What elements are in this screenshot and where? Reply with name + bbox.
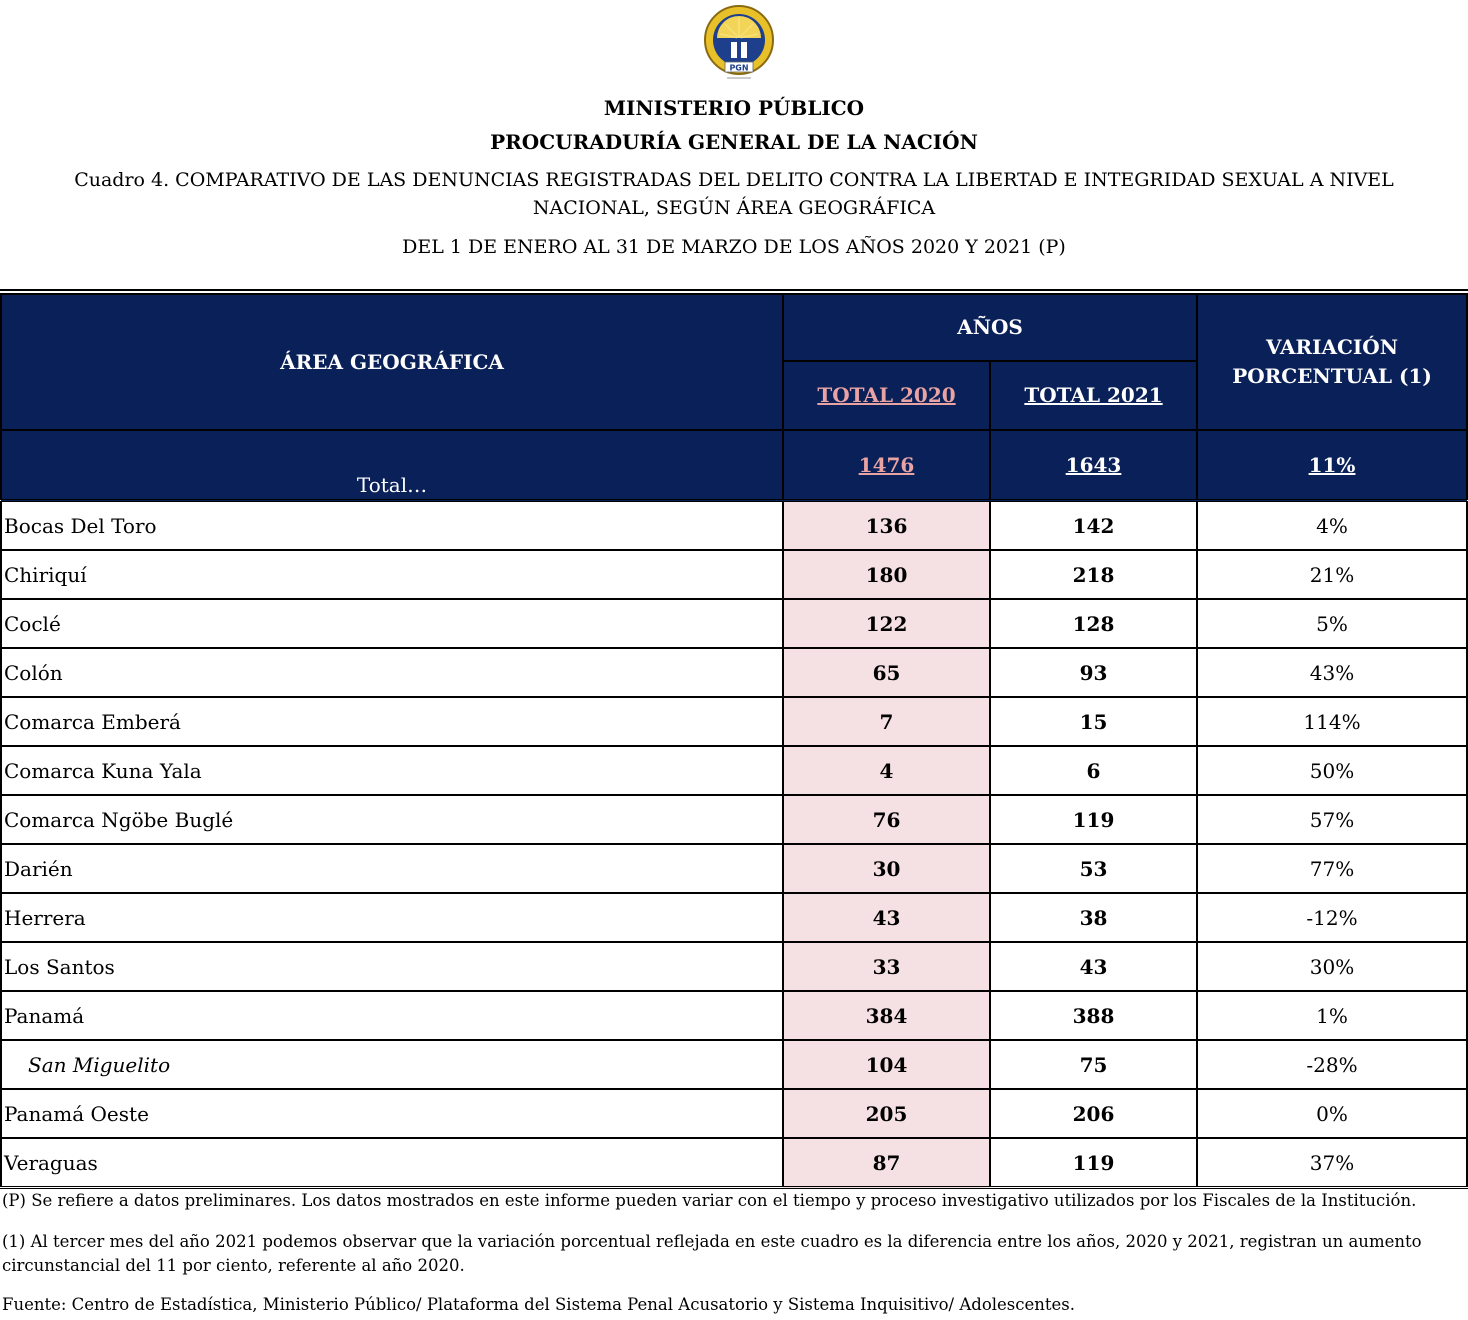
header-area: ÁREA GEOGRÁFICA — [1, 294, 783, 430]
total-2021-cell: 43 — [990, 942, 1197, 991]
variation-cell: 21% — [1197, 550, 1467, 599]
header-total-2021: TOTAL 2021 — [990, 361, 1197, 430]
variation-cell: 43% — [1197, 648, 1467, 697]
table-title: Cuadro 4. COMPARATIVO DE LAS DENUNCIAS REGISTRADAS DEL DELITO CONTRA LA LIBERTAD E INTEGRIDAD SEXUAL A NIVEL NACIONAL, SEGÚN ÁREA GEOGRÁFICA — [74, 169, 1394, 219]
total-2021-cell: 38 — [990, 893, 1197, 942]
variation-cell: 57% — [1197, 795, 1467, 844]
variation-cell: 50% — [1197, 746, 1467, 795]
total-2020-cell: 104 — [783, 1040, 990, 1089]
total-2020-cell: 7 — [783, 697, 990, 746]
total-2020-cell: 33 — [783, 942, 990, 991]
total-2021-cell: 119 — [990, 1138, 1197, 1188]
total-2021-cell: 206 — [990, 1089, 1197, 1138]
area-cell: Comarca Kuna Yala — [1, 746, 783, 795]
total-2021-cell: 75 — [990, 1040, 1197, 1089]
table-row — [1, 844, 1467, 893]
total-label: Total… — [1, 430, 783, 501]
total-2020-cell: 180 — [783, 550, 990, 599]
variation-cell: 0% — [1197, 1089, 1467, 1138]
table-row — [1, 550, 1467, 599]
table-row — [1, 648, 1467, 697]
area-cell: Comarca Emberá — [1, 697, 783, 746]
area-cell: Colón — [1, 648, 783, 697]
total-2020-cell: 87 — [783, 1138, 990, 1188]
area-cell: Coclé — [1, 599, 783, 648]
area-cell: Chiriquí — [1, 550, 783, 599]
total-2021-cell: 93 — [990, 648, 1197, 697]
note-variation: (1) Al tercer mes del año 2021 podemos observar que la variación porcentual reflejada en este cuadro es la diferencia entre los años, 2020 y 2021, registran un aumento circunstancial del 11 por ciento, referente al año 2020. — [2, 1232, 1422, 1275]
total-2021-cell: 6 — [990, 746, 1197, 795]
total-2020-cell: 136 — [783, 501, 990, 551]
variation-cell: 77% — [1197, 844, 1467, 893]
pgn-seal-logo — [700, 4, 778, 84]
area-cell: Veraguas — [1, 1138, 783, 1188]
total-2020-cell: 65 — [783, 648, 990, 697]
total-2020-cell: 30 — [783, 844, 990, 893]
table-row — [1, 746, 1467, 795]
total-2021-cell: 388 — [990, 991, 1197, 1040]
total-2021-cell: 15 — [990, 697, 1197, 746]
total-2021-cell: 119 — [990, 795, 1197, 844]
total-2020-cell: 384 — [783, 991, 990, 1040]
ministry-title: MINISTERIO PÚBLICO — [603, 96, 865, 120]
variation-cell: 30% — [1197, 942, 1467, 991]
total-2020-cell: 4 — [783, 746, 990, 795]
area-cell: Comarca Ngöbe Buglé — [1, 795, 783, 844]
table-row — [1, 501, 1467, 551]
header-variation: VARIACIÓN PORCENTUAL (1) — [1197, 294, 1467, 430]
table-row — [1, 1040, 1467, 1089]
area-cell: Los Santos — [1, 942, 783, 991]
svg-text:PGN: PGN — [729, 63, 749, 73]
complaints-table — [0, 293, 1468, 1189]
table-row — [1, 697, 1467, 746]
total-2020-cell: 122 — [783, 599, 990, 648]
area-cell: Bocas Del Toro — [1, 501, 783, 551]
total-2020-cell: 205 — [783, 1089, 990, 1138]
total-2021-cell: 142 — [990, 501, 1197, 551]
header-years: AÑOS — [783, 294, 1197, 361]
variation-cell: 5% — [1197, 599, 1467, 648]
variation-cell: -12% — [1197, 893, 1467, 942]
table-row — [1, 893, 1467, 942]
variation-cell: 37% — [1197, 1138, 1467, 1188]
area-cell: Herrera — [1, 893, 783, 942]
table-row — [1, 991, 1467, 1040]
total-2021-cell: 128 — [990, 599, 1197, 648]
header-total-2020: TOTAL 2020 — [783, 361, 990, 430]
total-2021: 1643 — [990, 430, 1197, 501]
total-variation: 11% — [1197, 430, 1467, 501]
total-2020-cell: 76 — [783, 795, 990, 844]
period-subtitle: DEL 1 DE ENERO AL 31 DE MARZO DE LOS AÑOS 2020 Y 2021 (P) — [402, 236, 1066, 258]
area-cell: Darién — [1, 844, 783, 893]
note-source: Fuente: Centro de Estadística, Ministerio Público/ Plataforma del Sistema Penal Acusatorio y Sistema Inquisitivo/ Adolescentes. — [2, 1295, 1076, 1314]
variation-cell: 1% — [1197, 991, 1467, 1040]
total-2021-cell: 218 — [990, 550, 1197, 599]
table-row — [1, 1138, 1467, 1188]
total-2020: 1476 — [783, 430, 990, 501]
top-rule — [0, 289, 1468, 291]
table-row — [1, 1089, 1467, 1138]
variation-cell: -28% — [1197, 1040, 1467, 1089]
total-2021-cell: 53 — [990, 844, 1197, 893]
variation-cell: 4% — [1197, 501, 1467, 551]
area-cell: Panamá — [1, 991, 783, 1040]
note-preliminary: (P) Se refiere a datos preliminares. Los datos mostrados en este informe pueden variar con el tiempo y proceso investigativo utilizados por los Fiscales de la Institución. — [2, 1191, 1417, 1210]
table-row — [1, 942, 1467, 991]
table-row — [1, 599, 1467, 648]
area-cell: Panamá Oeste — [1, 1089, 783, 1138]
variation-cell: 114% — [1197, 697, 1467, 746]
area-cell: San Miguelito — [1, 1040, 783, 1089]
table-row — [1, 795, 1467, 844]
total-2020-cell: 43 — [783, 893, 990, 942]
office-title: PROCURADURÍA GENERAL DE LA NACIÓN — [490, 130, 978, 154]
